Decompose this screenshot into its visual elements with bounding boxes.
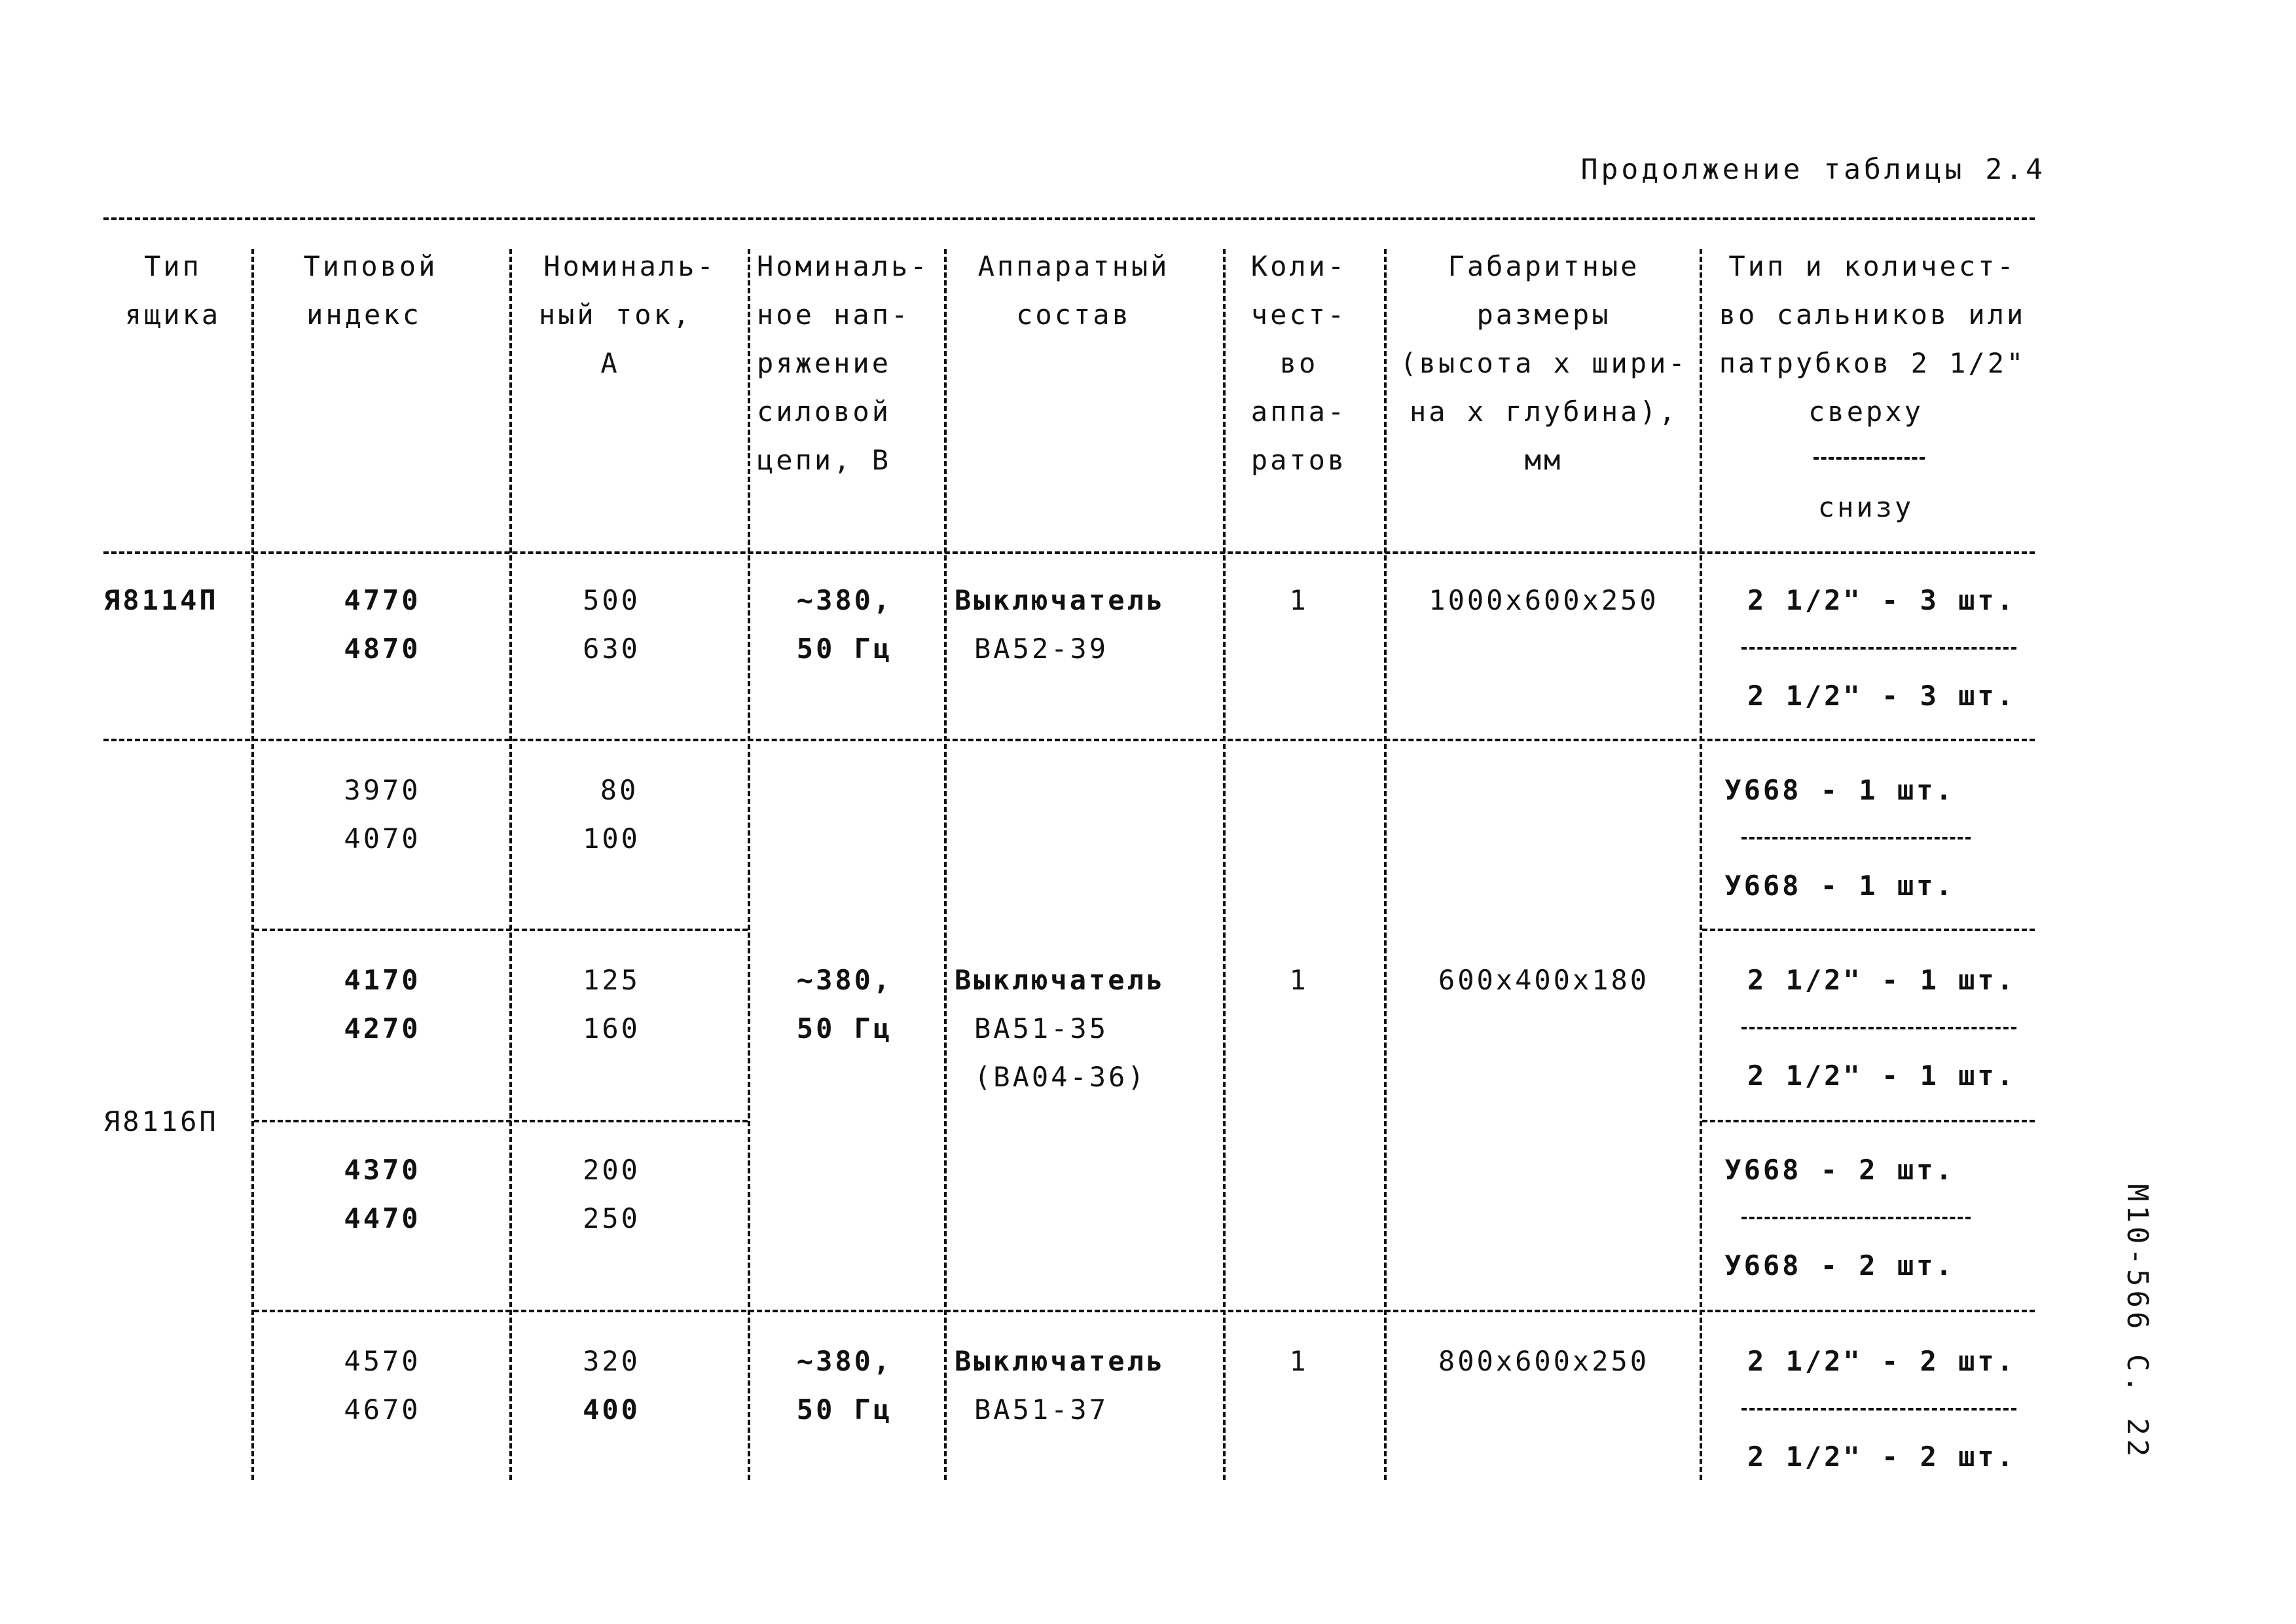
col-sep-3 <box>748 249 750 1480</box>
group2-sub-rule-1b <box>1702 929 2035 931</box>
col-sep-5 <box>1223 249 1226 1480</box>
table-caption: Продолжение таблицы 2.4 <box>1580 153 2046 186</box>
group1-current-2: 630 <box>583 633 640 665</box>
header-bottom-rule <box>103 551 2035 554</box>
group2-row1-index-1: 3970 <box>344 774 421 806</box>
group2-apparatus-1: Выключатель <box>955 964 1166 996</box>
group2-row1-current-2: 100 <box>583 822 640 855</box>
header-voltage-3: ряжение <box>757 347 892 379</box>
group1-glands-top: 2 1/2" - 3 шт. <box>1747 584 2016 616</box>
group2-row1-glands-bottom: У668 - 1 шт. <box>1724 870 1955 902</box>
group1-current-1: 500 <box>583 584 640 616</box>
group2-row1-glands-top: У668 - 1 шт. <box>1724 774 1955 806</box>
group2-voltage-2: 50 Гц <box>796 1012 893 1044</box>
header-index-2: индекс <box>306 299 422 331</box>
group2-row1-current-1: 80 <box>600 774 639 806</box>
group1-count: 1 <box>1289 584 1309 616</box>
header-count-1: Коли- <box>1250 250 1347 282</box>
header-current-3: А <box>600 347 620 379</box>
group2-row2-current-2: 160 <box>583 1012 640 1044</box>
group2-row3-index-1: 4370 <box>344 1154 421 1186</box>
group2-row3-current-2: 250 <box>583 1202 640 1234</box>
group1-apparatus-1: Выключатель <box>955 584 1166 616</box>
header-voltage-1: Номиналь- <box>757 250 930 282</box>
header-glands-2: во сальников или <box>1719 299 2026 331</box>
header-voltage-4: силовой <box>757 396 892 428</box>
group3-voltage-1: ~380, <box>796 1345 893 1377</box>
header-glands-1: Тип и количест- <box>1728 250 2016 282</box>
group2-type: Я8116П <box>103 1105 219 1137</box>
header-count-2: чест- <box>1250 299 1347 331</box>
group1-bottom-rule <box>103 739 2035 741</box>
group2-bottom-rule <box>254 1310 2035 1312</box>
group1-dims: 1000x600x250 <box>1429 584 1659 616</box>
group1-glands-fraction-line <box>1741 647 2016 650</box>
group3-current-1: 320 <box>583 1345 640 1377</box>
group2-row1-glands-fraction-line <box>1741 837 1971 840</box>
group3-dims: 800x600x250 <box>1438 1345 1650 1377</box>
group3-voltage-2: 50 Гц <box>796 1393 893 1426</box>
group2-row3-glands-top: У668 - 2 шт. <box>1724 1154 1955 1186</box>
header-dims-3: (высота х шири- <box>1400 347 1688 379</box>
group2-row2-current-1: 125 <box>583 964 640 996</box>
group3-apparatus-1: Выключатель <box>955 1345 1166 1377</box>
header-apparatus-2: состав <box>1016 299 1131 331</box>
group2-row3-glands-fraction-line <box>1741 1217 1971 1219</box>
header-glands-4: сверху <box>1808 396 1923 428</box>
group2-sub-rule-1a <box>254 929 748 931</box>
group2-row1-index-2: 4070 <box>344 822 421 855</box>
group3-index-1: 4570 <box>344 1345 421 1377</box>
group3-current-2: 400 <box>583 1393 640 1426</box>
group2-voltage-1: ~380, <box>796 964 893 996</box>
group1-index-2: 4870 <box>344 633 421 665</box>
group2-row2-index-2: 4270 <box>344 1012 421 1044</box>
group2-count: 1 <box>1289 964 1309 996</box>
group1-type: Я8114П <box>103 584 219 616</box>
header-current-2: ный ток, <box>538 299 693 331</box>
group1-apparatus-2: ВА52-39 <box>974 633 1109 665</box>
header-glands-3: патрубков 2 1/2" <box>1719 347 2026 379</box>
group1-voltage-2: 50 Гц <box>796 633 893 665</box>
group3-count: 1 <box>1289 1345 1309 1377</box>
header-type-1: Тип <box>144 250 202 282</box>
group2-row2-glands-fraction-line <box>1741 1027 2016 1029</box>
group3-index-2: 4670 <box>344 1393 421 1426</box>
header-dims-4: на х глубина), <box>1409 396 1679 428</box>
group3-apparatus-2: ВА51-37 <box>974 1393 1109 1426</box>
group2-row3-index-2: 4470 <box>344 1202 421 1234</box>
header-glands-fraction-line <box>1813 457 1925 460</box>
header-dims-5: мм <box>1524 444 1563 476</box>
header-current-1: Номиналь- <box>543 250 716 282</box>
col-sep-2 <box>509 249 512 1480</box>
group2-row2-glands-top: 2 1/2" - 1 шт. <box>1747 964 2016 996</box>
header-glands-5: снизу <box>1817 491 1914 523</box>
group2-sub-rule-2b <box>1702 1120 2035 1122</box>
header-count-5: ратов <box>1250 444 1347 476</box>
header-apparatus-1: Аппаратный <box>977 250 1170 282</box>
header-type-2: ящика <box>124 299 221 331</box>
group2-sub-rule-2a <box>254 1120 748 1122</box>
header-count-4: аппа- <box>1250 396 1347 428</box>
group2-apparatus-2: ВА51-35 <box>974 1012 1109 1044</box>
group2-row2-glands-bottom: 2 1/2" - 1 шт. <box>1747 1060 2016 1092</box>
col-sep-1 <box>251 249 254 1480</box>
header-index-1: Типовой <box>303 250 438 282</box>
group2-row2-index-1: 4170 <box>344 964 421 996</box>
header-dims-2: размеры <box>1476 299 1611 331</box>
col-sep-4 <box>944 249 947 1480</box>
document-code: М10-566 С. 22 <box>2121 1184 2154 1461</box>
group3-glands-fraction-line <box>1741 1408 2016 1411</box>
group3-glands-top: 2 1/2" - 2 шт. <box>1747 1345 2016 1377</box>
table-top-rule <box>103 217 2035 220</box>
header-count-3: во <box>1279 347 1319 379</box>
group1-index-1: 4770 <box>344 584 421 616</box>
group2-apparatus-3: (ВА04-36) <box>974 1061 1147 1093</box>
group3-glands-bottom: 2 1/2" - 2 шт. <box>1747 1441 2016 1473</box>
group2-dims: 600x400x180 <box>1438 964 1650 996</box>
group1-voltage-1: ~380, <box>796 584 893 616</box>
group2-row3-glands-bottom: У668 - 2 шт. <box>1724 1249 1955 1282</box>
col-sep-6 <box>1384 249 1387 1480</box>
header-dims-1: Габаритные <box>1448 250 1640 282</box>
header-voltage-5: цепи, В <box>757 444 892 476</box>
group2-row3-current-1: 200 <box>583 1154 640 1186</box>
col-sep-7 <box>1700 249 1702 1480</box>
group1-glands-bottom: 2 1/2" - 3 шт. <box>1747 680 2016 712</box>
header-voltage-2: ное нап- <box>757 299 911 331</box>
